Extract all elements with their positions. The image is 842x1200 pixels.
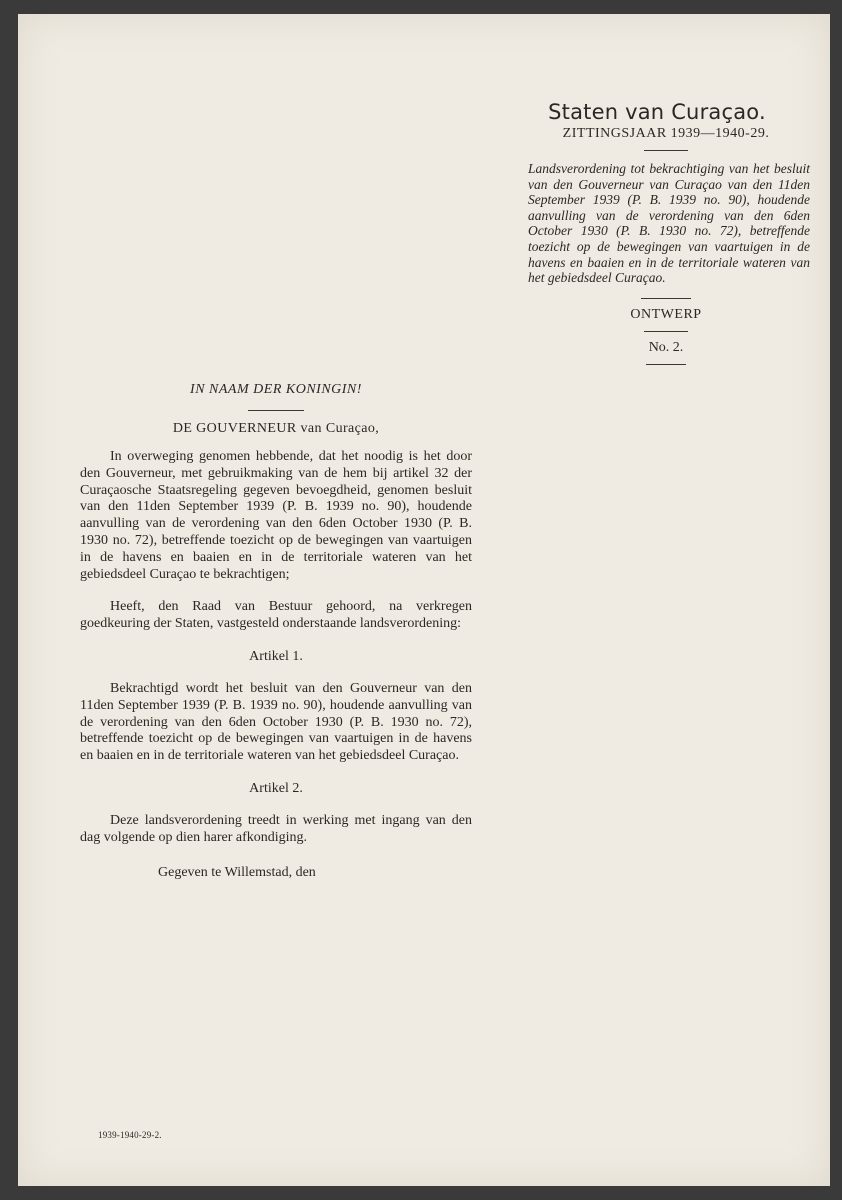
abstract-text: Landsverordening tot bekrachtiging van het besluit van den Gouverneur van Curaçao van den 11den September 1939 (P. B. 1939 no. 90), houdende aanvulling van de verordening van den 6den October 1930 (P. B. 1930 no. 72), betreffende toezicht op de bewegingen van vaartuigen in de havens en baaien en in de territoriale wateren van het gebiedsdeel Curaçao. (528, 161, 810, 286)
document-page (18, 14, 830, 1186)
decree-body (80, 382, 472, 881)
divider (646, 364, 686, 365)
divider (641, 298, 691, 299)
status-label: ONTWERP (630, 306, 702, 322)
article-heading: Artikel 2. (249, 780, 303, 796)
article-text: Deze landsverordening treedt in werking met ingang van den dag volgende op dien harer afkondiging. (80, 812, 472, 845)
considering-paragraph: In overweging genomen hebbende, dat het noodig is het door den Gouverneur, met gebruikmaking van de hem bij artikel 32 der Curaçaosche Staatsregeling gegeven bevoegdheid, genomen besluit van den 11den September 1939 (P. B. 1939 no. 90), houdende aanvulling van de verordening van den 6den October 1930 (P. B. 1930 no. 72), betreffende toezicht op de bewegingen van vaartuigen in de havens en baaien en in de territoriale wateren van het gebiedsdeel Curaçao te bekrachtigen; (80, 449, 472, 582)
enacting-paragraph: Heeft, den Raad van Bestuur gehoord, na verkregen goedkeuring der Staten, vastgesteld onderstaande landsverordening: (80, 599, 472, 632)
divider (644, 331, 688, 332)
issuer: DE GOUVERNEUR van Curaçao, (172, 421, 380, 436)
document-number: No. 2. (648, 339, 684, 355)
footer-code: 1939-1940-29-2. (98, 1130, 162, 1140)
divider (248, 410, 304, 411)
document-title: Staten van Curaçao. (548, 100, 766, 124)
divider (644, 150, 688, 151)
session-year: ZITTINGSJAAR 1939—1940-29. (562, 126, 770, 141)
closing-line: Gegeven te Willemstad, den (158, 864, 316, 880)
invocation: IN NAAM DER KONINGIN! (190, 382, 362, 397)
article-heading: Artikel 1. (249, 648, 303, 664)
header-block (516, 100, 816, 373)
article-text: Bekrachtigd wordt het besluit van den Gouverneur van den 11den September 1939 (P. B. 1939 no. 90), houdende aanvulling van de verordening van den 6den October 1930 (P. B. 1930 no. 72), betreffende toezicht op de bewegingen van vaartuigen in de havens en baaien en in de territoriale wateren van het gebiedsdeel Curaçao. (80, 680, 472, 764)
